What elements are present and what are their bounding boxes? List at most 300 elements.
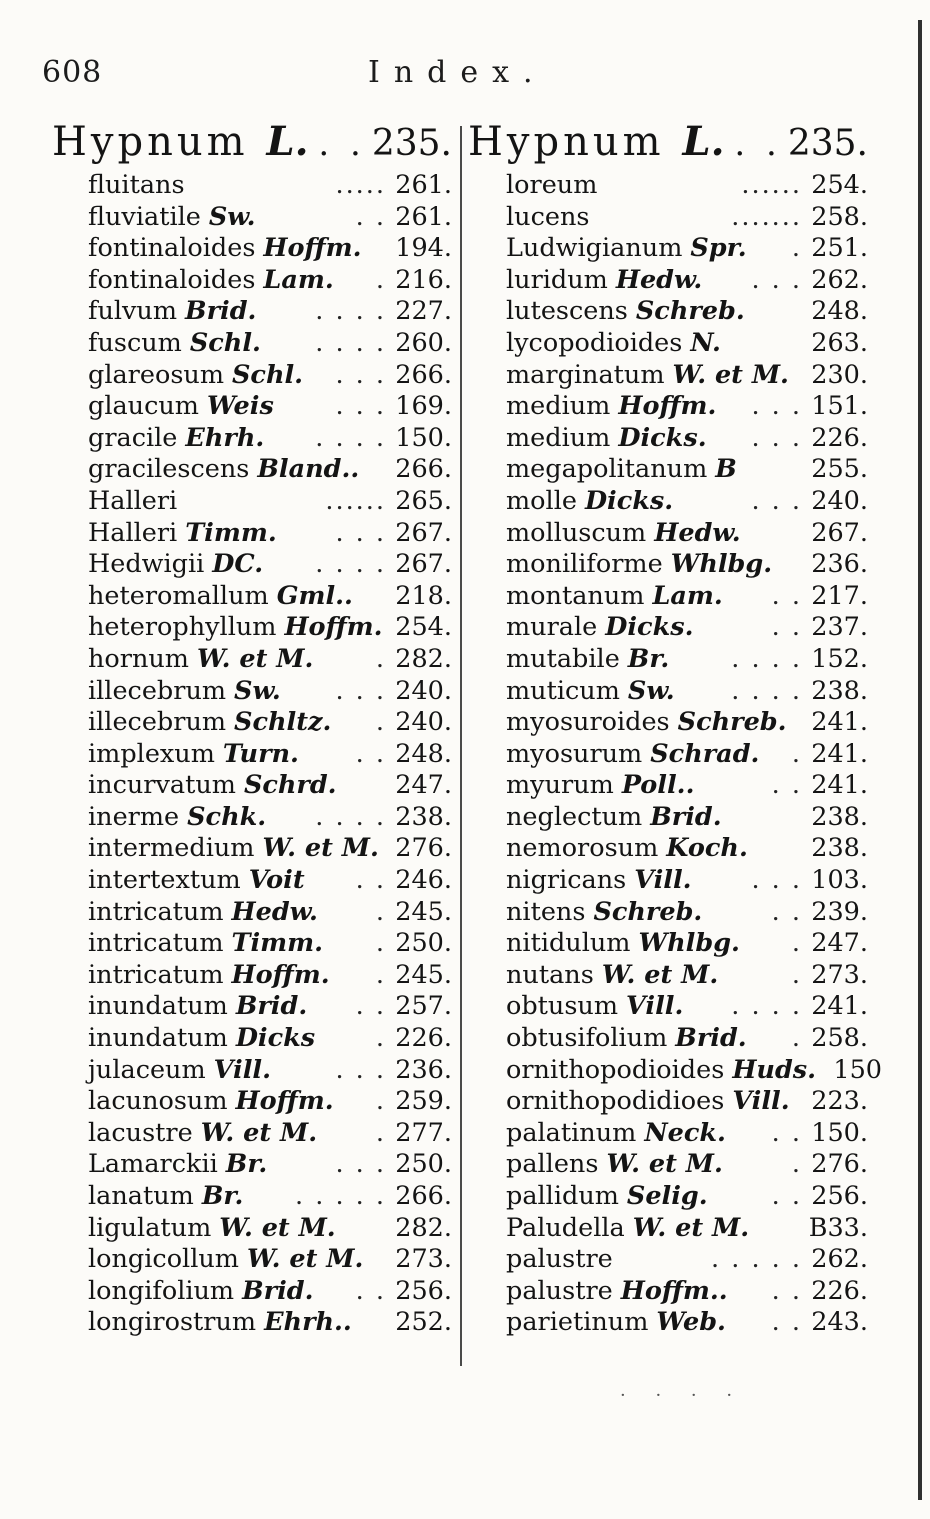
index-entry (506, 391, 868, 423)
entry-page-number: 240. (395, 675, 452, 706)
species-epithet: muticum (506, 675, 620, 706)
species-authority: Schrd. (243, 770, 337, 801)
species-authority: Vill. (626, 991, 684, 1022)
entry-page-number: 248. (395, 738, 452, 769)
entry-page-number: 263. (811, 327, 868, 358)
index-entry (88, 1023, 452, 1055)
entry-page-number: 245. (395, 896, 452, 927)
entry-page-number: 217. (811, 580, 868, 611)
species-authority: Sw. (234, 675, 281, 706)
species-epithet: heterophyllum (88, 612, 277, 643)
dot-leader: . (375, 1086, 386, 1117)
entry-page-number: 266. (395, 1181, 452, 1211)
species-epithet: lycopodioides (506, 327, 683, 358)
entry-page-number: 245. (395, 959, 452, 990)
dot-leader: . . . (751, 485, 802, 516)
species-epithet: parietinum (506, 1307, 649, 1338)
index-entry (88, 328, 452, 360)
entry-page-number: 150 (833, 1054, 883, 1085)
species-epithet: pallidum (506, 1181, 619, 1211)
species-authority: Schreb. (677, 707, 787, 738)
index-entry (506, 296, 868, 328)
species-authority: Hoffm.. (620, 1275, 728, 1306)
entry-page-number: 238. (395, 801, 452, 832)
genus-authority: L. (682, 118, 725, 165)
species-authority: W. et M. (200, 1117, 318, 1148)
entry-page-number: 251. (811, 233, 868, 264)
species-authority: W. et M. (262, 833, 379, 864)
species-authority: Hedw. (615, 264, 703, 295)
index-entry (88, 707, 452, 739)
entry-page-number: 241. (811, 738, 868, 769)
species-epithet: moniliforme (506, 549, 663, 580)
index-entry (88, 739, 452, 771)
species-epithet: fontinaloides (88, 264, 256, 295)
dot-leader: . (375, 928, 386, 959)
species-epithet: montanum (506, 580, 645, 611)
dot-leader: ...... (325, 485, 386, 516)
species-authority: Ehrh.. (264, 1307, 352, 1338)
species-epithet: fluviatile (88, 201, 201, 232)
species-epithet: pallens (506, 1149, 599, 1180)
species-authority: Gml.. (276, 580, 353, 611)
entry-page-number: 240. (811, 485, 868, 516)
entry-page-number: 267. (811, 517, 868, 548)
species-epithet: fulvum (88, 296, 178, 327)
species-authority: Dicks. (584, 485, 674, 516)
index-entry (506, 1023, 868, 1055)
dot-leader: . . (771, 1117, 802, 1148)
entry-page-number: 255. (811, 454, 868, 485)
right-column (468, 118, 883, 1339)
dot-leader: . . (355, 201, 386, 232)
entry-page-number: 241. (811, 991, 868, 1022)
species-epithet: inundatum (88, 1023, 228, 1054)
species-authority: Hoffm. (618, 391, 717, 422)
species-authority: Hedw. (654, 517, 741, 548)
index-entry (506, 802, 868, 834)
dot-leader: . . . (335, 359, 386, 390)
entry-page-number: 276. (395, 833, 452, 864)
index-entry (88, 897, 452, 929)
entry-page-number: 238. (811, 833, 868, 864)
species-epithet: medium (506, 391, 611, 422)
species-authority: W. et M. (197, 643, 314, 674)
column-divider (460, 126, 462, 1366)
index-entry (506, 960, 868, 992)
species-authority: Neck. (644, 1117, 726, 1148)
species-epithet: longirostrum (88, 1307, 257, 1338)
dot-leader: . . . . (731, 643, 802, 674)
entry-page-number: 230. (811, 359, 868, 390)
index-entry (88, 644, 452, 676)
species-authority: Vill. (732, 1086, 790, 1117)
genus-authority: L. (266, 118, 309, 165)
entry-page-number: 194. (395, 233, 452, 264)
left-column (52, 118, 452, 1339)
species-authority: DC. (212, 549, 264, 580)
dot-leader: . (791, 928, 802, 959)
species-epithet: glaucum (88, 391, 199, 422)
index-entry (88, 1307, 452, 1339)
dot-leader: . . . . (731, 991, 802, 1022)
species-authority: Hoffm. (231, 959, 330, 990)
dot-leader: . . . (751, 865, 802, 896)
print-specks: · · · · (620, 1385, 745, 1406)
species-authority: Schl. (232, 359, 304, 390)
species-authority: Timm. (185, 517, 277, 548)
dot-leader: . . . . (731, 675, 802, 706)
species-authority: Vill. (213, 1054, 271, 1085)
species-authority: Br. (201, 1181, 244, 1211)
dot-leader: ...... (741, 170, 802, 200)
entry-page-number: 262. (811, 264, 868, 295)
index-entry (506, 328, 868, 360)
dot-leader: . . . . . (295, 1181, 386, 1211)
entry-page-number: 277. (395, 1117, 452, 1148)
species-authority: Schrad. (650, 738, 760, 769)
species-authority: Timm. (231, 928, 324, 959)
species-epithet: palatinum (506, 1117, 637, 1148)
species-authority: Huds. (732, 1054, 817, 1085)
species-epithet: intricatum (88, 896, 224, 927)
index-entry (88, 612, 452, 644)
entry-page-number: 246. (395, 865, 452, 896)
index-entry (506, 170, 868, 202)
dot-leader: . . . . (315, 801, 386, 832)
species-authority: Hedw. (231, 896, 318, 927)
genus-name: Hypnum (468, 119, 665, 165)
species-epithet: lacustre (88, 1117, 193, 1148)
dot-leader: . (375, 1023, 386, 1054)
index-entry (88, 518, 452, 550)
species-epithet: ornithopodidioes (506, 1086, 725, 1117)
species-epithet: Ludwigianum (506, 233, 683, 264)
species-epithet: ligulatum (88, 1212, 212, 1243)
entry-page-number: 247. (811, 928, 868, 959)
index-entry (88, 1181, 452, 1213)
species-epithet: myosuroides (506, 707, 670, 738)
entry-page-number: 237. (811, 612, 868, 643)
dot-leader: . . . (335, 391, 386, 422)
species-authority: Spr. (690, 233, 747, 264)
index-entry (506, 1086, 868, 1118)
species-epithet: Hedwigii (88, 549, 205, 580)
species-epithet: intermedium (88, 833, 255, 864)
species-authority: Selig. (626, 1181, 708, 1211)
dot-leader: . . . . (315, 422, 386, 453)
species-authority: Hoffm. (284, 612, 383, 643)
index-entry (88, 1086, 452, 1118)
dot-leader: ....... (731, 201, 802, 232)
dot-leader: . (791, 1023, 802, 1054)
species-epithet: gracilescens (88, 454, 250, 485)
species-epithet: intricatum (88, 928, 224, 959)
index-entry (506, 1244, 868, 1276)
species-epithet: intricatum (88, 959, 224, 990)
index-entry (88, 581, 452, 613)
species-epithet: megapolitanum (506, 454, 708, 485)
species-authority: Whlbg. (638, 928, 740, 959)
entry-page-number: 250. (395, 928, 452, 959)
index-entry (506, 897, 868, 929)
species-authority: W. et M. (632, 1212, 750, 1243)
species-authority: Whlbg. (670, 549, 773, 580)
dot-leader: . (791, 233, 802, 264)
index-entry (88, 676, 452, 708)
index-entry (88, 1244, 452, 1276)
species-epithet: longifolium (88, 1275, 235, 1306)
index-entry (506, 518, 868, 550)
dot-leader: . (375, 959, 386, 990)
index-entry (88, 391, 452, 423)
dot-leader: . . . (751, 264, 802, 295)
heading-leader: . . (318, 124, 366, 164)
index-entry (506, 833, 868, 865)
species-authority: Lam. (263, 264, 334, 295)
index-entry (506, 1213, 868, 1245)
species-authority: Schreb. (593, 896, 703, 927)
dot-leader: . . . (335, 1149, 386, 1180)
species-authority: Weis (207, 391, 274, 422)
dot-leader: . (375, 643, 386, 674)
species-epithet: luridum (506, 264, 608, 295)
index-entry (506, 1118, 868, 1150)
index-entry (88, 1213, 452, 1245)
index-entry (506, 360, 868, 392)
species-authority: W. et M. (219, 1212, 336, 1243)
species-epithet: medium (506, 422, 611, 453)
index-entry (506, 1181, 868, 1213)
species-epithet: Halleri (88, 485, 178, 516)
entry-page-number: 276. (811, 1149, 868, 1180)
entry-page-number: 227. (395, 296, 452, 327)
entry-page-number: 238. (811, 801, 868, 832)
dot-leader: . . . . (315, 549, 386, 580)
index-entry (506, 707, 868, 739)
index-entry (506, 549, 868, 581)
species-authority: Ehrh. (185, 422, 265, 453)
dot-leader: . . (771, 770, 802, 801)
entry-page-number: 226. (395, 1023, 452, 1054)
right-column-heading (468, 118, 868, 170)
species-epithet: implexum (88, 738, 215, 769)
dot-leader: . . (355, 865, 386, 896)
species-epithet: longicollum (88, 1244, 239, 1275)
species-authority: Dicks. (618, 422, 707, 453)
entry-page-number: 240. (395, 707, 452, 738)
dot-leader: . . . (335, 675, 386, 706)
species-epithet: nigricans (506, 865, 627, 896)
index-entry (506, 581, 868, 613)
dot-leader: . . . (751, 391, 802, 422)
species-authority: Brid. (235, 991, 308, 1022)
entry-page-number: 236. (811, 549, 868, 580)
species-authority: Bland.. (257, 454, 360, 485)
index-entry (506, 202, 868, 234)
dot-leader: . . . . (315, 327, 386, 358)
species-epithet: heteromallum (88, 580, 269, 611)
species-authority: Schk. (187, 801, 267, 832)
dot-leader: . (791, 1149, 802, 1180)
dot-leader: . (375, 1117, 386, 1148)
species-epithet: nitens (506, 896, 586, 927)
dot-leader: . . . (751, 422, 802, 453)
index-entry (506, 1054, 883, 1087)
index-entry (88, 991, 452, 1023)
dot-leader: . . (355, 1275, 386, 1306)
dot-leader: . . (355, 991, 386, 1022)
dot-leader: . . . . . (711, 1244, 802, 1275)
entry-page-number: B33. (808, 1212, 868, 1243)
index-entry (88, 233, 452, 265)
right-entry-list (506, 170, 883, 1339)
species-epithet: fluitans (88, 170, 185, 200)
index-entry (88, 833, 452, 865)
index-entry (506, 233, 868, 265)
species-authority: Sw. (208, 201, 256, 232)
entry-page-number: 282. (395, 643, 452, 674)
entry-page-number: 257. (395, 991, 452, 1022)
species-epithet: intertextum (88, 865, 241, 896)
species-authority: W. et M. (601, 959, 719, 990)
species-epithet: julaceum (88, 1054, 206, 1085)
dot-leader: . (791, 959, 802, 990)
index-entry (88, 202, 452, 234)
entry-page-number: 258. (811, 201, 868, 232)
entry-page-number: 256. (811, 1181, 868, 1211)
entry-page-number: 266. (395, 359, 452, 390)
index-entry (506, 423, 868, 455)
index-entry (506, 991, 868, 1023)
species-epithet: palustre (506, 1275, 613, 1306)
dot-leader: . (375, 896, 386, 927)
page-number: 608 (42, 55, 103, 90)
index-entry (88, 265, 452, 297)
species-authority: W. et M. (246, 1244, 364, 1275)
genus-name: Hypnum (52, 119, 249, 165)
entry-page-number: 261. (395, 170, 452, 200)
species-authority: N. (690, 327, 721, 358)
entry-page-number: 258. (811, 1023, 868, 1054)
species-authority: Lam. (652, 580, 723, 611)
species-epithet: illecebrum (88, 675, 227, 706)
entry-page-number: 236. (395, 1054, 452, 1085)
species-epithet: glareosum (88, 359, 225, 390)
page-edge-line (918, 20, 922, 1500)
dot-leader: . . . . (315, 296, 386, 327)
species-epithet: mutabile (506, 643, 620, 674)
heading-page-number: 235. (371, 123, 452, 164)
species-authority: Br. (225, 1149, 268, 1180)
index-entry (506, 865, 868, 897)
index-entry (88, 454, 452, 486)
index-entry (88, 170, 452, 202)
entry-page-number: 103. (811, 865, 868, 896)
species-epithet: inundatum (88, 991, 228, 1022)
species-epithet: lutescens (506, 296, 628, 327)
index-entry (88, 423, 452, 455)
species-epithet: ornithopodioides (506, 1054, 725, 1085)
dot-leader: . . . (335, 517, 386, 548)
entry-page-number: 226. (811, 1275, 868, 1306)
species-authority: Dicks. (605, 612, 694, 643)
entry-page-number: 262. (811, 1244, 868, 1275)
entry-page-number: 241. (811, 707, 868, 738)
entry-page-number: 223. (811, 1086, 868, 1117)
index-entry (506, 644, 868, 676)
entry-page-number: 261. (395, 201, 452, 232)
species-epithet: Lamarckii (88, 1149, 218, 1180)
dot-leader: . . . (335, 1054, 386, 1085)
index-entry (506, 486, 868, 518)
index-entry (88, 296, 452, 328)
entry-page-number: 250. (395, 1149, 452, 1180)
species-authority: Schreb. (635, 296, 745, 327)
species-epithet: loreum (506, 170, 598, 200)
entry-page-number: 265. (395, 485, 452, 516)
index-entry (88, 1149, 452, 1181)
species-authority: Brid. (242, 1275, 314, 1306)
species-authority: Turn. (222, 738, 299, 769)
species-authority: W. et M. (606, 1149, 723, 1180)
entry-page-number: 273. (395, 1244, 452, 1275)
species-epithet: myurum (506, 770, 614, 801)
species-epithet: lucens (506, 201, 590, 232)
species-authority: Voit (248, 865, 305, 896)
index-entry (506, 739, 868, 771)
species-epithet: gracile (88, 422, 178, 453)
species-epithet: obtusum (506, 991, 619, 1022)
species-authority: Poll.. (621, 770, 695, 801)
entry-page-number: 238. (811, 675, 868, 706)
species-epithet: nitidulum (506, 928, 631, 959)
index-entry (506, 454, 868, 486)
dot-leader: . . (771, 1275, 802, 1306)
species-epithet: inerme (88, 801, 180, 832)
species-epithet: fontinaloides (88, 233, 256, 264)
entry-page-number: 152. (811, 643, 868, 674)
species-authority: Koch. (666, 833, 748, 864)
index-entry (88, 1055, 452, 1087)
heading-page-number: 235. (787, 123, 868, 164)
species-epithet: fuscum (88, 327, 182, 358)
index-entry (506, 1276, 868, 1308)
index-entry (88, 770, 452, 802)
index-entry (506, 1307, 868, 1339)
entry-page-number: 252. (395, 1307, 452, 1338)
dot-leader: . . (355, 738, 386, 769)
entry-page-number: 150. (395, 422, 452, 453)
dot-leader: ..... (335, 170, 386, 200)
entry-page-number: 241. (811, 770, 868, 801)
species-authority: B (715, 454, 737, 485)
species-authority: Hoffm. (263, 233, 362, 264)
index-entry (88, 1276, 452, 1308)
species-epithet: palustre (506, 1244, 613, 1275)
species-authority: Brid. (650, 801, 722, 832)
entry-page-number: 151. (811, 391, 868, 422)
entry-page-number: 239. (811, 896, 868, 927)
dot-leader: . (375, 707, 386, 738)
species-authority: Brid. (675, 1023, 747, 1054)
species-epithet: nemorosum (506, 833, 659, 864)
entry-page-number: 267. (395, 549, 452, 580)
dot-leader: . . (771, 896, 802, 927)
entry-page-number: 254. (811, 170, 868, 200)
index-entry (88, 549, 452, 581)
index-entry (88, 802, 452, 834)
